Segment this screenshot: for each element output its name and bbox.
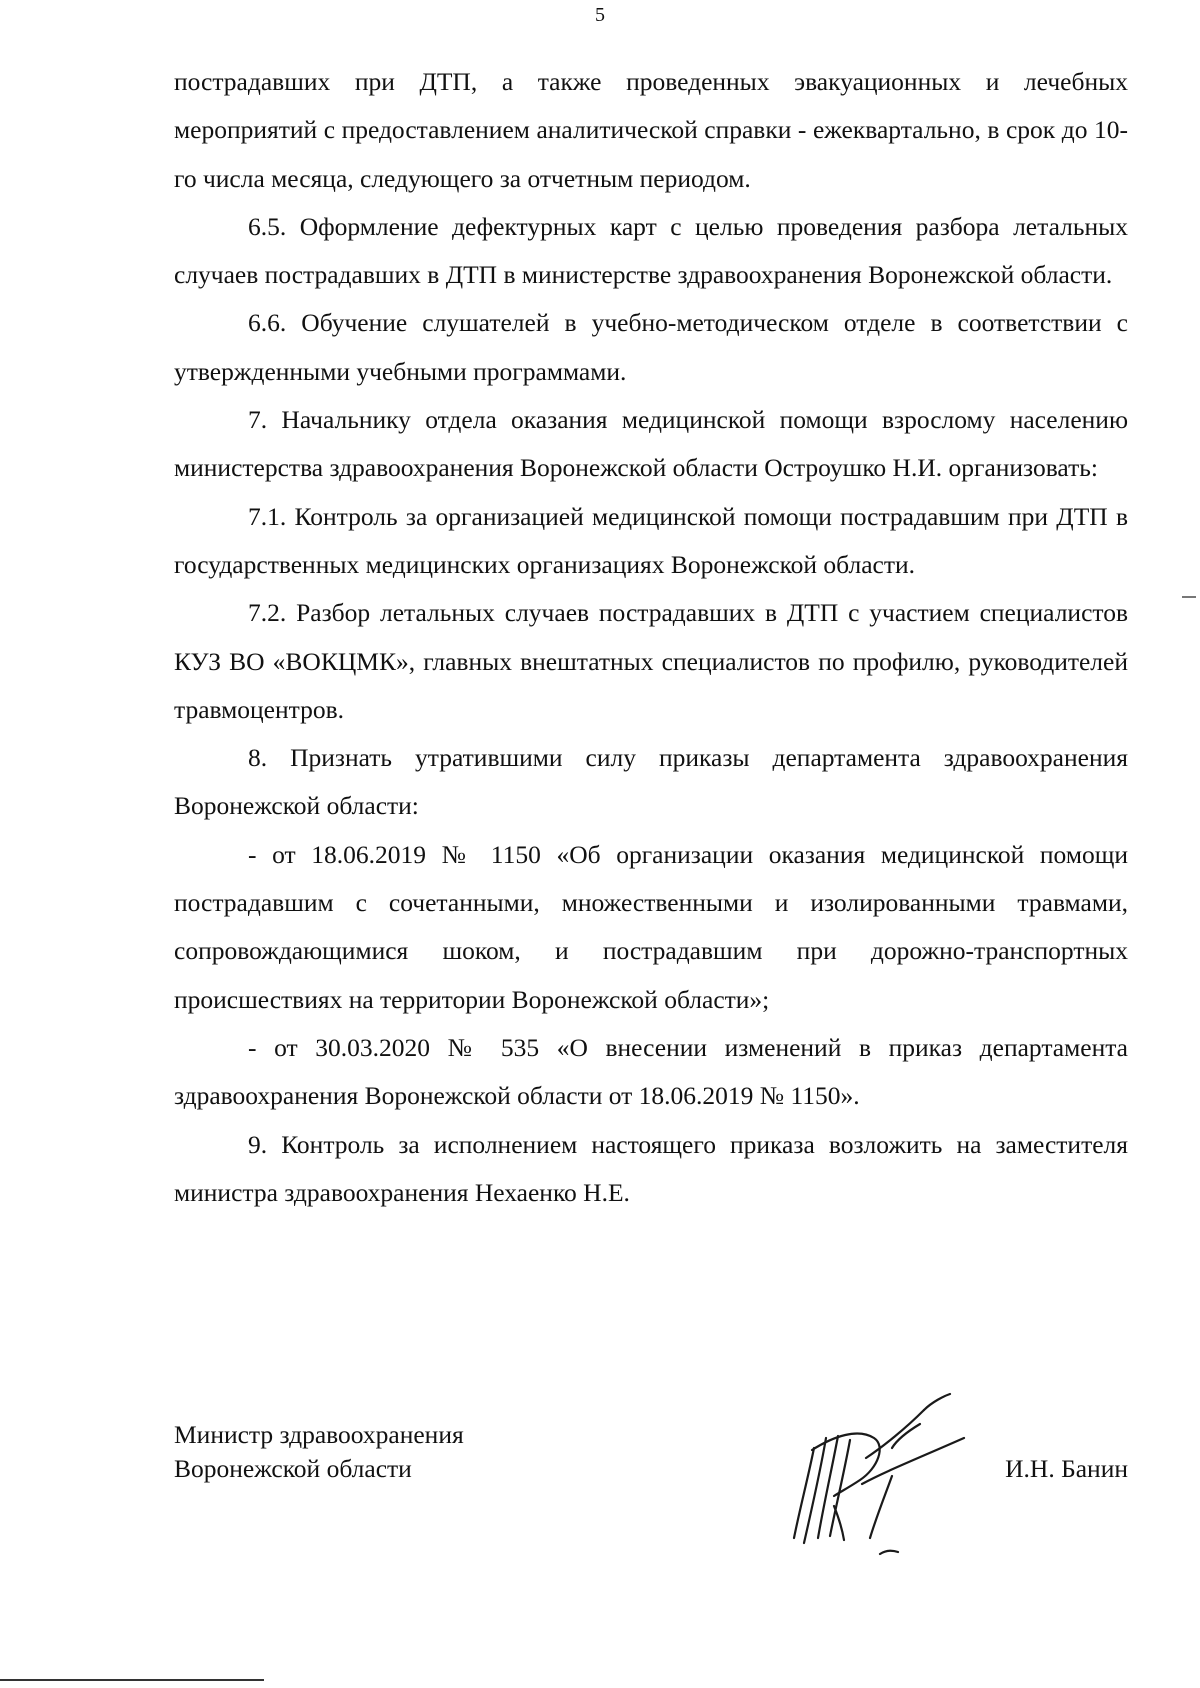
paragraph-8-item-1: - от 18.06.2019 № 1150 «Об организации оказания медицинской помощи пострадавшим с сочетанными, множественными и изолированными травмами, сопровождающимися шоком, и пострадавшим при дорожно-транспортных происшествиях на территории Воронежской области»;	[174, 839, 1128, 1014]
document-body	[174, 58, 1128, 1217]
signature-block	[174, 1418, 1128, 1548]
paragraph-6-6: 6.6. Обучение слушателей в учебно-методическом отделе в соответствии с утвержденными учебными программами.	[174, 308, 1128, 386]
paragraph-6-5: 6.5. Оформление дефектурных карт с целью проведения разбора летальных случаев пострадавших в ДТП в министерстве здравоохранения Воронежской области.	[174, 211, 1128, 290]
paragraph-continuation: пострадавших при ДТП, а также проведенных эвакуационных и лечебных мероприятий с предоставлением аналитической справки - ежеквартально, в срок до 10-го числа месяца, следующего за отчетным периодом.	[174, 67, 1128, 193]
scan-mark	[1182, 596, 1196, 598]
paragraph-7: 7. Начальнику отдела оказания медицинской помощи взрослому населению министерства здравоохранения Воронежской области Остроушко Н.И. организовать:	[174, 405, 1128, 483]
handwritten-signature	[774, 1388, 974, 1558]
minister-title-line-2: Воронежской области	[174, 1454, 412, 1483]
paragraph-9: 9. Контроль за исполнением настоящего приказа возложить на заместителя министра здравоохранения Нехаенко Н.Е.	[174, 1129, 1128, 1207]
paragraph-8: 8. Признать утратившими силу приказы департамента здравоохранения Воронежской области:	[174, 743, 1128, 821]
minister-title	[174, 1418, 464, 1486]
signer-name: И.Н. Банин	[1005, 1454, 1128, 1483]
scan-edge-line	[0, 1679, 264, 1681]
page-number: 5	[595, 4, 605, 26]
paragraph-7-1: 7.1. Контроль за организацией медицинской помощи пострадавшим при ДТП в государственных медицинских организациях Воронежской области.	[174, 501, 1128, 579]
paragraph-7-2: 7.2. Разбор летальных случаев пострадавших в ДТП с участием специалистов КУЗ ВО «ВОКЦМК», главных внештатных специалистов по профилю, руководителей травмоцентров.	[174, 598, 1128, 724]
paragraph-8-item-2: - от 30.03.2020 № 535 «О внесении изменений в приказ департамента здравоохранения Воронежской области от 18.06.2019 № 1150».	[174, 1032, 1128, 1111]
minister-title-line-1: Министр здравоохранения	[174, 1420, 464, 1449]
